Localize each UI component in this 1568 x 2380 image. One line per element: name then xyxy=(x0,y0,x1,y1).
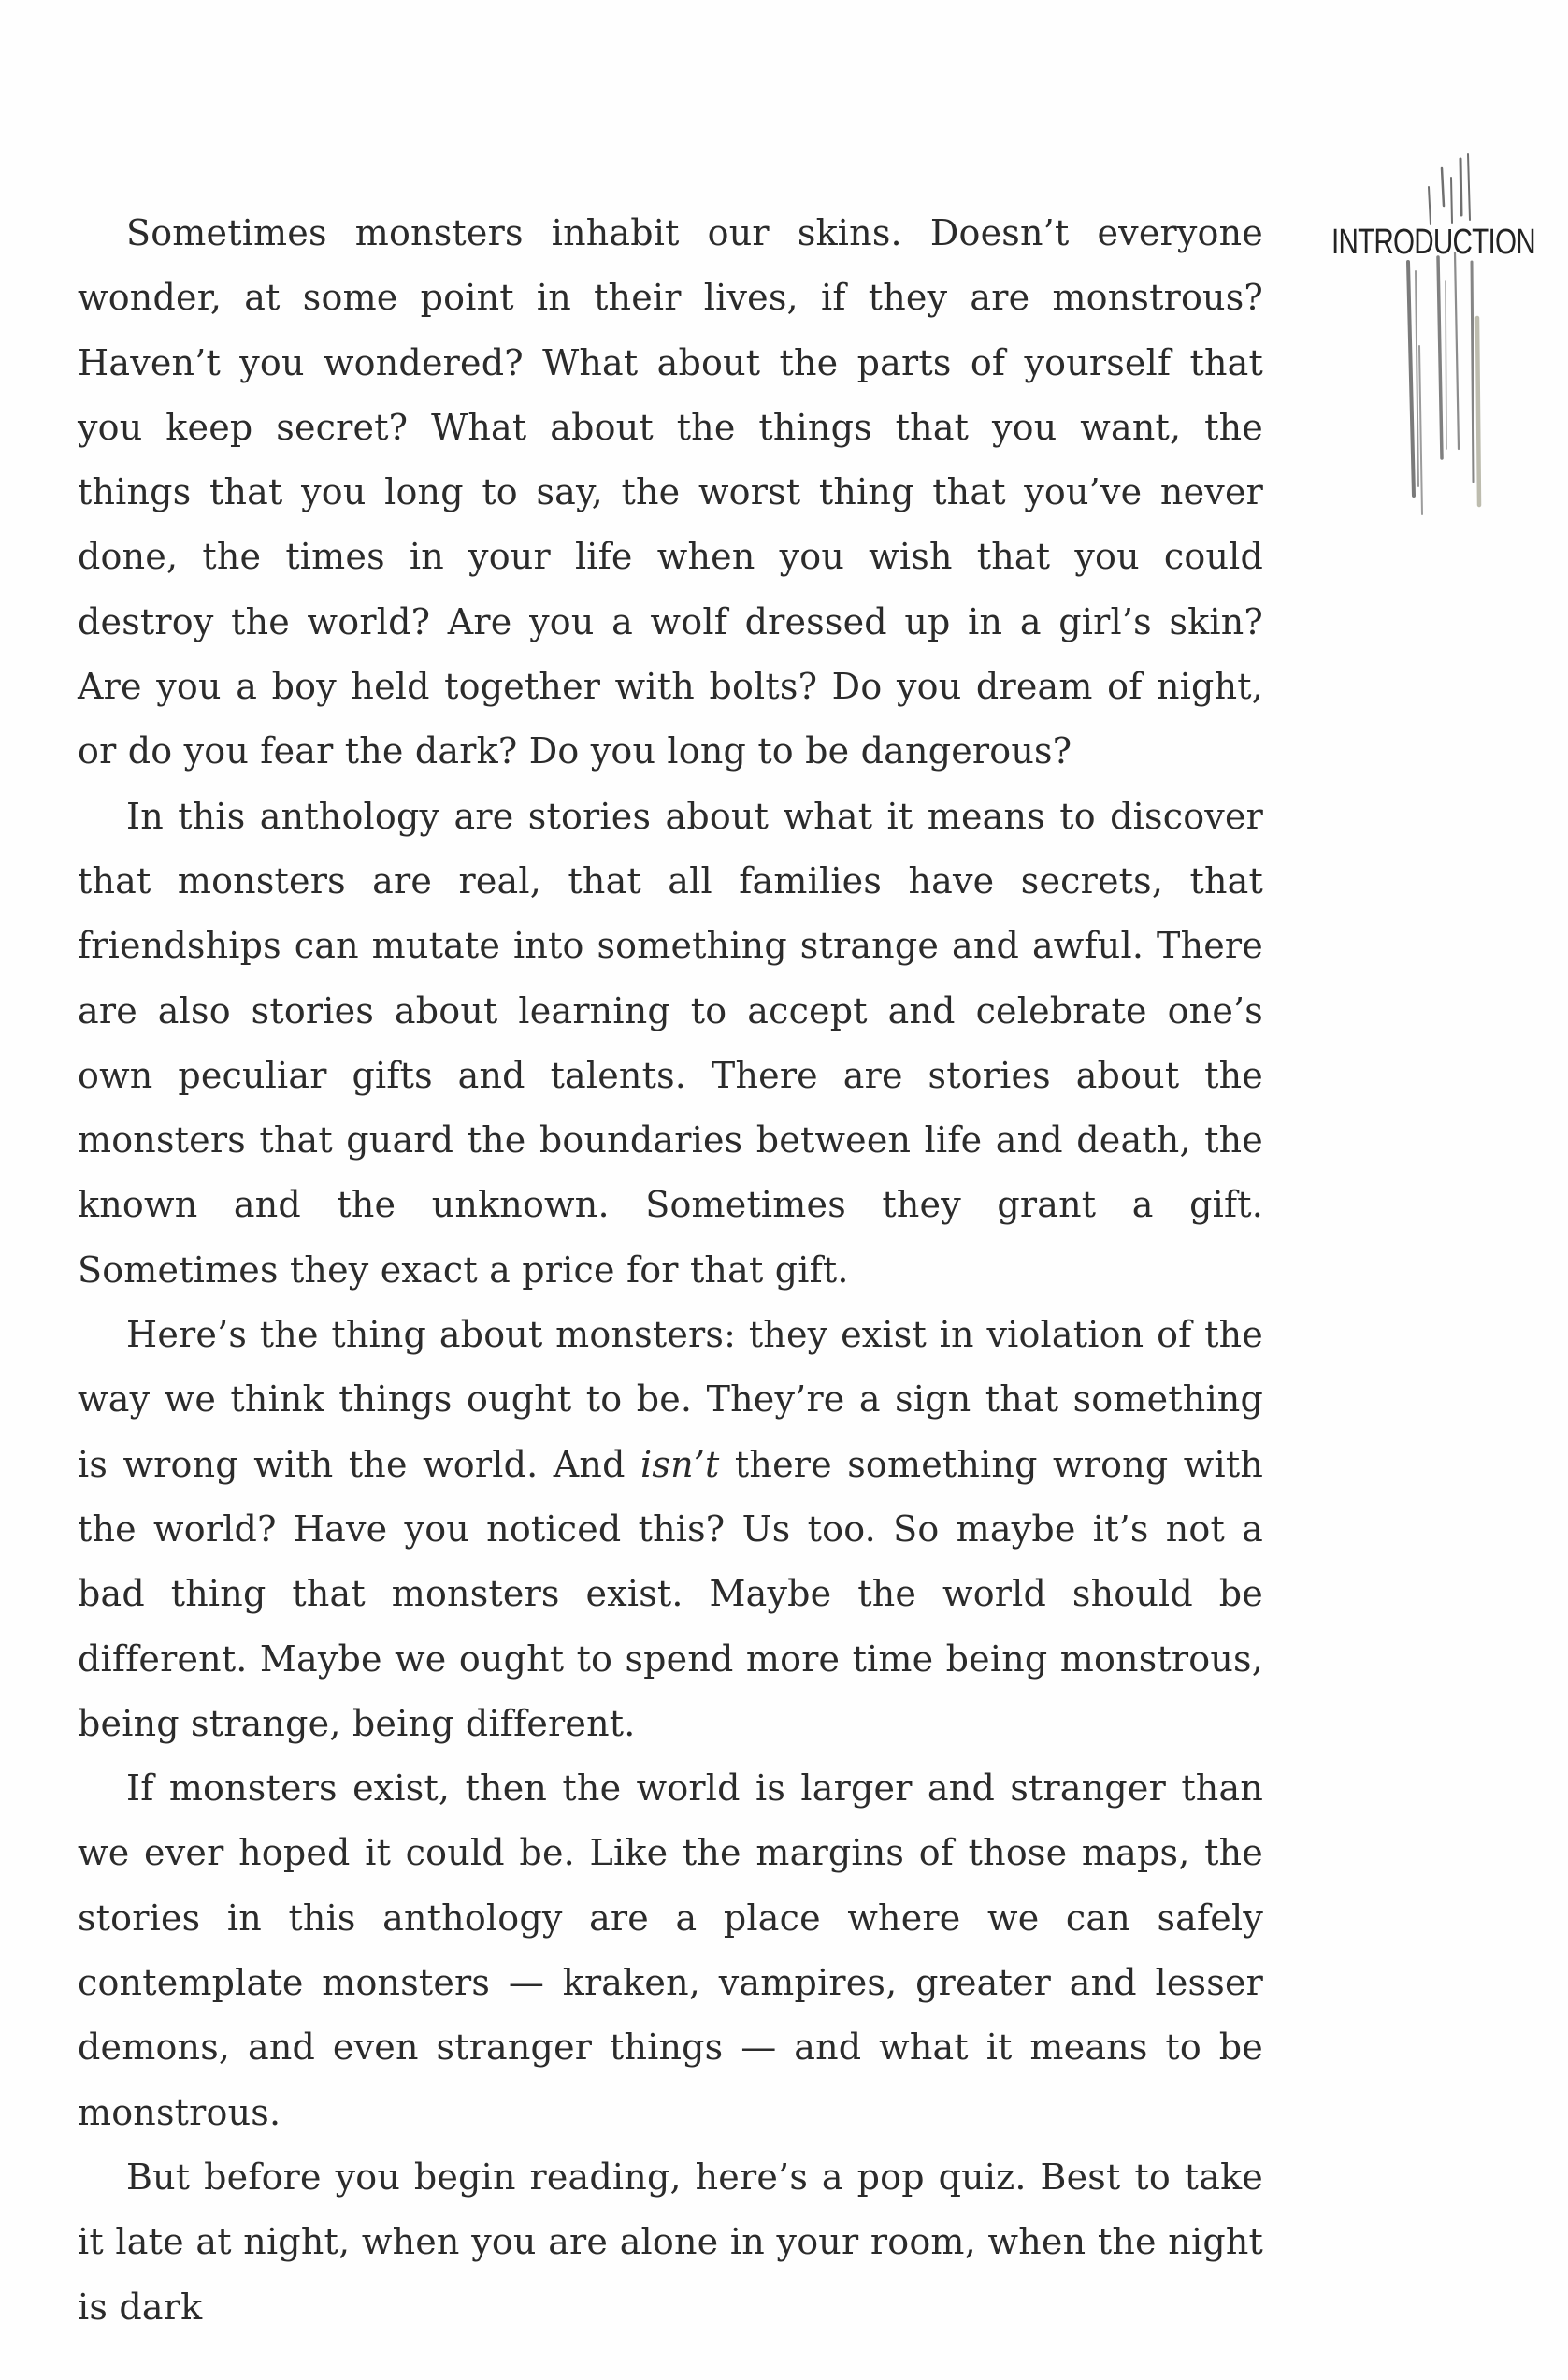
paragraph-4 xyxy=(78,1756,1263,2145)
paragraph-text: Here’s the thing about monsters: they exist in violation of the way we think things ought to be. They’re a sign that something is wrong with the world. And xyxy=(78,1314,1263,1485)
body-text xyxy=(78,201,1263,2340)
section-title: INTRODUCTION xyxy=(1331,223,1535,262)
scratch-mark xyxy=(1419,346,1422,514)
paragraph-text: Sometimes monsters inhabit our skins. Doesn’t everyone wonder, at some point in their lives, if they are monstrous? Haven’t you wondered? What about the parts of yourself that you keep secret? What about the things that you want, the things that you long to say, the worst thing that you’ve never done, the times in your life when you wish that you could destroy the world? Are you a wolf dressed up in a girl’s skin? Are you a boy held together with bolts? Do you dream of night, or do you fear the dark? Do you long to be dangerous? xyxy=(78,212,1263,772)
paragraph-5 xyxy=(78,2145,1263,2340)
scratch-mark xyxy=(1416,271,1418,486)
scratch-mark xyxy=(1460,159,1461,215)
paragraph-text: But before you begin reading, here’s a pop quiz. Best to take it late at night, when you are alone in your room, when the night is dark xyxy=(78,2156,1263,2328)
scratch-mark xyxy=(1451,178,1452,223)
scratch-mark xyxy=(1472,262,1474,482)
paragraph-text: In this anthology are stories about what it means to discover that monsters are real, that all families have secrets, that friendships can mutate into something strange and awful. There are also stories about learning to accept and celebrate one’s own peculiar gifts and talents. There are stories about the monsters that guard the boundaries between life and death, the known and the unknown. Sometimes they grant a gift. Sometimes they exact a price for that gift. xyxy=(78,795,1263,1291)
scratch-mark xyxy=(1468,154,1470,220)
scratch-marks-decoration xyxy=(1393,150,1496,524)
scratch-mark xyxy=(1438,257,1442,458)
scratch-mark xyxy=(1429,187,1431,224)
paragraph-1 xyxy=(78,201,1263,785)
paragraph-3 xyxy=(78,1303,1263,1756)
scratch-mark xyxy=(1442,168,1444,206)
italic-emphasis: isn’t xyxy=(640,1443,720,1485)
scratch-mark xyxy=(1455,252,1459,449)
paragraph-2 xyxy=(78,785,1263,1303)
paragraph-text: there something wrong with the world? Have you noticed this? Us too. So maybe it’s not a bad thing that monsters exist. Maybe the world should be different. Maybe we ought to spend more time being monstrous, being strange, being different. xyxy=(78,1443,1263,1744)
scratch-mark xyxy=(1477,318,1479,505)
scratch-mark xyxy=(1408,262,1414,496)
paragraph-text: If monsters exist, then the world is larger and stranger than we ever hoped it could be. Like the margins of those maps, the stories in this anthology are a place where we can safely contemplate monsters — kraken, vampires, greater and lesser demons, and even stranger things — and what it means to be monstrous. xyxy=(78,1767,1263,2133)
